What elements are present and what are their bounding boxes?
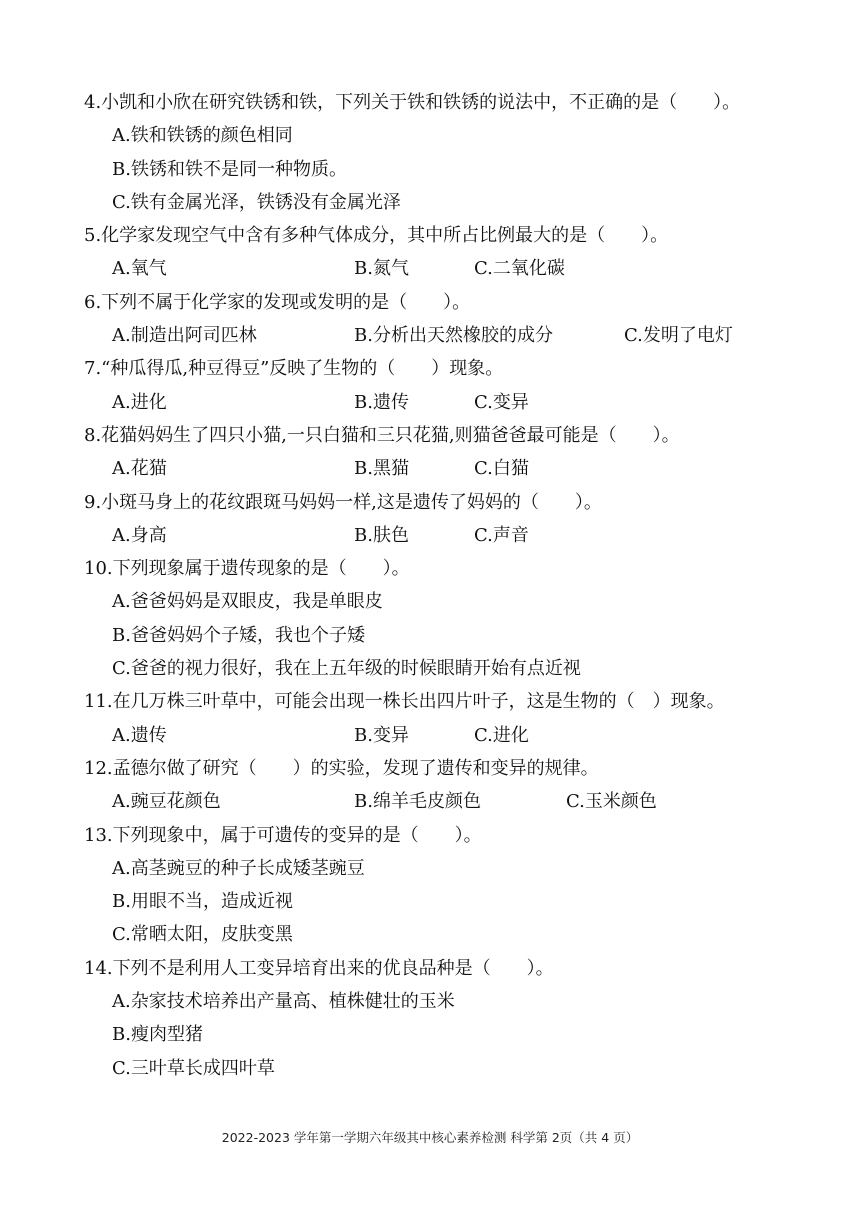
option-c: C.白猫 [474,458,529,480]
question-stem: 13.下列现象中，属于可遗传的变异的是（ ）。 [84,824,482,846]
question-list [84,86,834,1085]
option-b: B.铁锈和铁不是同一种物质。 [112,158,347,180]
option-b: B.用眼不当，造成近视 [112,891,293,913]
option-row [84,785,834,818]
question-stem: 14.下列不是利用人工变异培育出来的优良品种是（ ）。 [84,957,554,979]
option-a: A.氧气 [112,258,167,280]
option-c: C.二氧化碳 [474,258,565,280]
question-stem: 11.在几万株三叶草中，可能会出现一株长出四片叶子，这是生物的（ ）现象。 [84,691,725,713]
option-a: A.爸爸妈妈是双眼皮，我是单眼皮 [112,591,383,613]
option-a: A.遗传 [112,724,167,746]
question-12 [84,752,834,819]
question-5 [84,219,834,286]
option-c: C.常晒太阳，皮肤变黑 [112,924,293,946]
option-a: A.杂家技术培养出产量高、植株健壮的玉米 [112,991,455,1013]
option-c: C.三叶草长成四叶草 [112,1057,275,1079]
question-stem: 6.下列不属于化学家的发现或发明的是（ ）。 [84,291,471,313]
option-c: C.发明了电灯 [624,325,733,347]
option-a: A.高茎豌豆的种子长成矮茎豌豆 [112,857,365,879]
option-b: B.氮气 [354,258,409,280]
question-8 [84,419,834,486]
question-stem: 9.小斑马身上的花纹跟斑马妈妈一样,这是遗传了妈妈的（ ）。 [84,491,602,513]
question-4 [84,86,834,219]
option-a: A.制造出阿司匹林 [112,325,257,347]
option-a: A.身高 [112,524,167,546]
option-b: B.遗传 [354,391,409,413]
option-row [84,319,834,352]
option-b: B.分析出天然橡胶的成分 [354,325,553,347]
option-c: C.变异 [474,391,529,413]
option-row [84,519,834,552]
question-10 [84,552,834,685]
option-c: C.玉米颜色 [566,791,657,813]
option-row [84,719,834,752]
page-footer: 2022-2023 学年第一学期六年级其中核心素养检测 科学第 2页（共 4 页） [221,1130,639,1145]
question-14 [84,952,834,1085]
option-a: A.进化 [112,391,167,413]
question-stem: 8.花猫妈妈生了四只小猫,一只白猫和三只花猫,则猫爸爸最可能是（ ）。 [84,424,680,446]
option-a: A.铁和铁锈的颜色相同 [112,125,293,147]
question-7 [84,352,834,419]
option-row [84,386,834,419]
question-9 [84,486,834,553]
option-b: B.肤色 [354,524,409,546]
option-b: B.变异 [354,724,409,746]
question-stem: 7.“种瓜得瓜,种豆得豆”反映了生物的（ ）现象。 [84,358,504,380]
option-c: C.声音 [474,524,529,546]
option-a: A.花猫 [112,458,167,480]
option-c: C.爸爸的视力很好，我在上五年级的时候眼睛开始有点近视 [112,658,581,680]
option-b: B.黑猫 [354,458,409,480]
option-c: C.铁有金属光泽，铁锈没有金属光泽 [112,191,401,213]
option-b: B.爸爸妈妈个子矮，我也个子矮 [112,624,365,646]
question-stem: 5.化学家发现空气中含有多种气体成分，其中所占比例最大的是（ ）。 [84,225,669,247]
option-row [84,452,834,485]
option-row [84,252,834,285]
option-c: C.进化 [474,724,529,746]
option-b: B.绵羊毛皮颜色 [354,791,481,813]
question-11 [84,685,834,752]
question-stem: 12.孟德尔做了研究（ ）的实验，发现了遗传和变异的规律。 [84,757,599,779]
question-13 [84,819,834,952]
question-stem: 10.下列现象属于遗传现象的是（ ）。 [84,558,410,580]
question-6 [84,286,834,353]
question-stem: 4.小凯和小欣在研究铁锈和铁，下列关于铁和铁锈的说法中，不正确的是（ ）。 [84,92,741,113]
option-a: A.豌豆花颜色 [112,791,221,813]
option-b: B.瘦肉型猪 [112,1024,203,1046]
